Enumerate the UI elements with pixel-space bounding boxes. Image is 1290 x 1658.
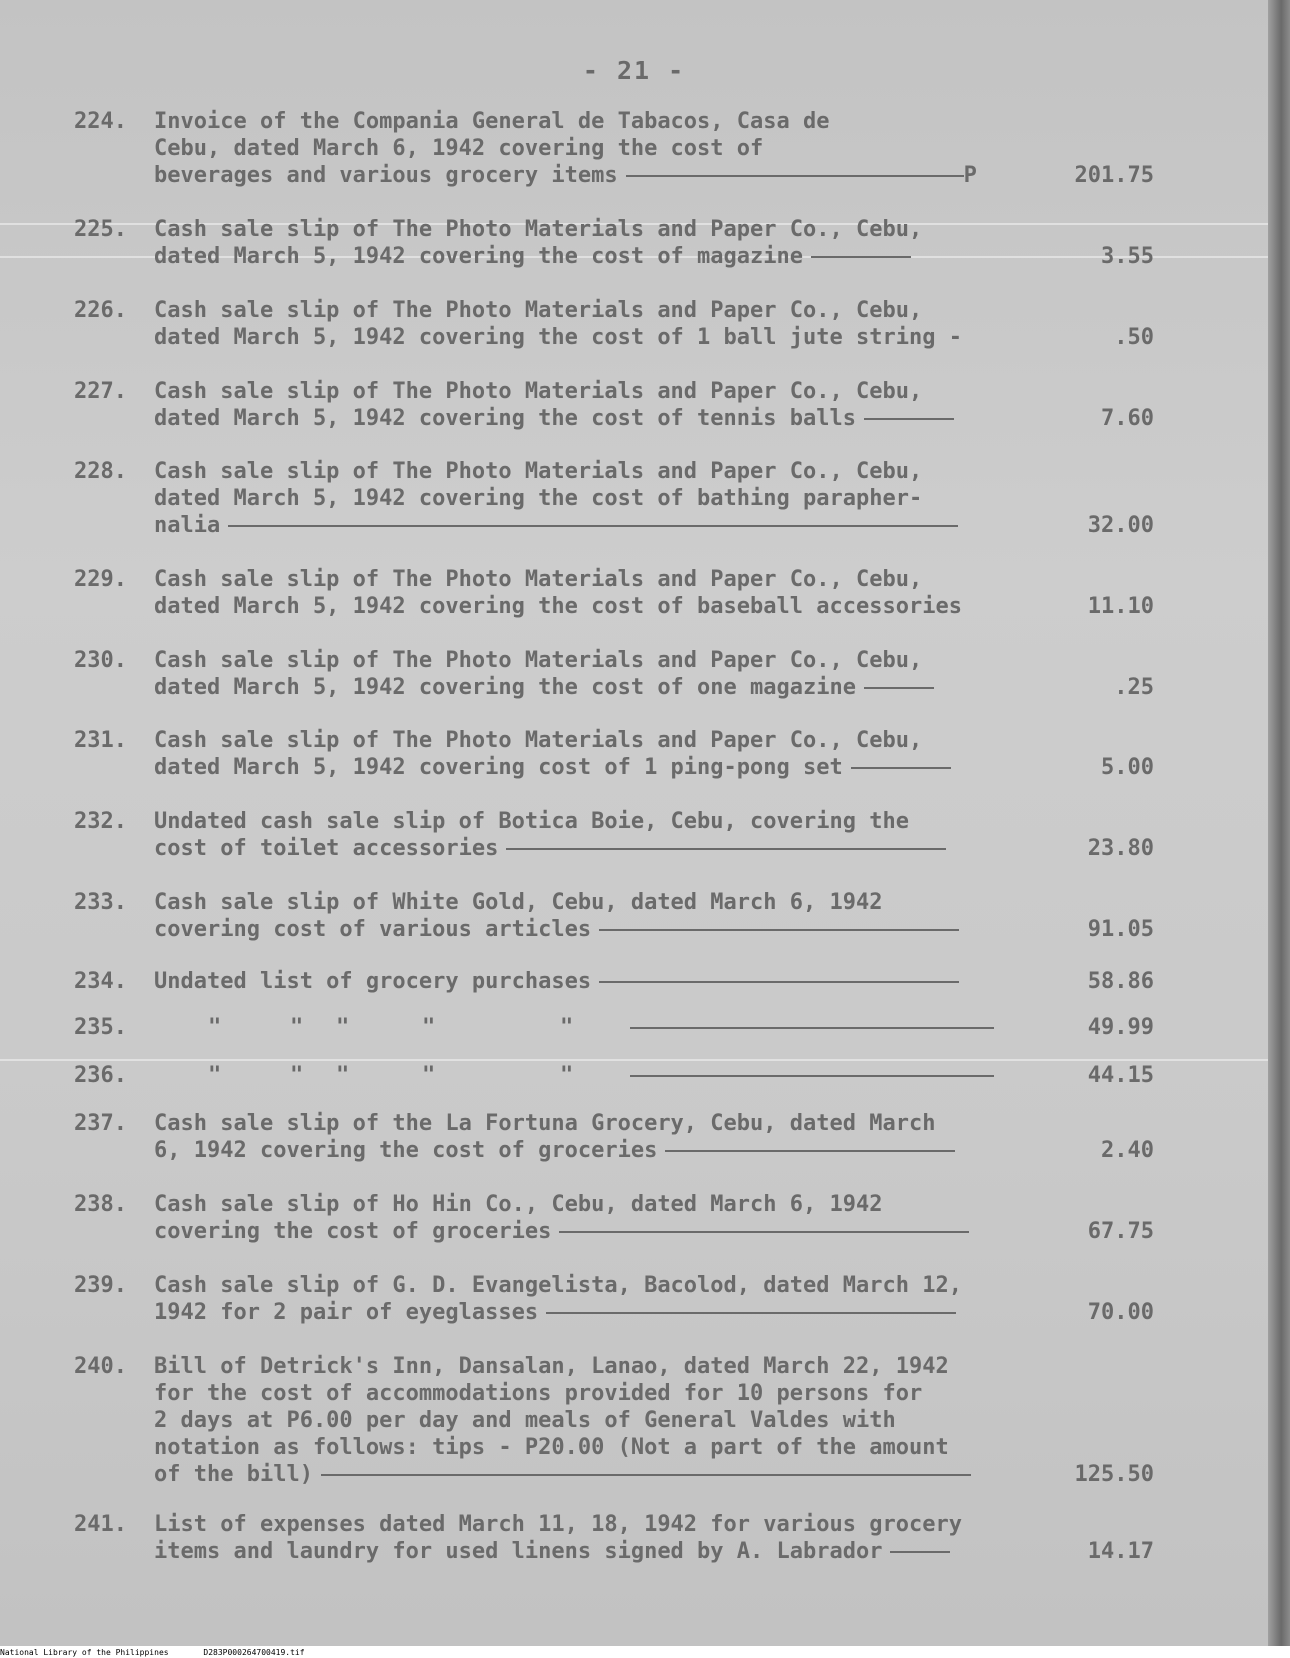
description-line — [154, 835, 974, 862]
library-credit: National Library of the Philippines — [0, 1648, 169, 1657]
item-amount: 49.99 — [1087, 1015, 1154, 1040]
item-amount: 2.40 — [1101, 1138, 1154, 1163]
item-amount: 7.60 — [1101, 406, 1154, 431]
item-amount: 125.50 — [1074, 1462, 1154, 1487]
item-amount: 67.75 — [1087, 1219, 1154, 1244]
description-line: Cash sale slip of G. D. Evangelista, Bacolod, dated March 12, — [154, 1273, 962, 1298]
leader-line — [811, 256, 911, 258]
leader-line — [890, 1551, 950, 1553]
item-number: 227. — [74, 379, 127, 404]
item-description — [154, 458, 974, 539]
description-text: beverages and various grocery items — [154, 163, 618, 188]
description-text: nalia — [154, 513, 221, 538]
description-text: 1942 for 2 pair of eyeglasses — [154, 1300, 539, 1325]
item-number: 226. — [74, 298, 127, 323]
ditto-mark: " — [560, 1063, 574, 1088]
item-description — [154, 378, 974, 432]
description-text: dated March 5, 1942 covering cost of 1 ping-pong set — [154, 755, 843, 780]
item-number: 231. — [74, 728, 127, 753]
item-description — [154, 968, 974, 995]
item-description — [154, 566, 974, 620]
description-line — [154, 1218, 974, 1245]
description-line — [154, 968, 974, 995]
leader-line — [228, 525, 958, 527]
currency-symbol: P — [963, 163, 977, 188]
description-text: covering the cost of groceries — [154, 1219, 552, 1244]
item-number: 240. — [74, 1354, 127, 1379]
leader-line — [864, 418, 954, 420]
description-text: covering cost of various articles — [154, 917, 592, 942]
ditto-mark: " — [336, 1015, 350, 1040]
item-amount: 201.75 — [1074, 163, 1154, 188]
item-description — [154, 297, 974, 351]
description-text: Undated list of grocery purchases — [154, 969, 592, 994]
item-description — [154, 889, 974, 943]
item-description — [154, 808, 974, 862]
description-line: dated March 5, 1942 covering the cost of baseball accessories — [154, 594, 962, 619]
item-amount: 14.17 — [1087, 1539, 1154, 1564]
description-line: Cash sale slip of The Photo Materials and Paper Co., Cebu, — [154, 648, 923, 673]
leader-line — [546, 1312, 956, 1314]
item-number: 239. — [74, 1273, 127, 1298]
description-line: dated March 5, 1942 covering the cost of 1 ball jute string - — [154, 325, 962, 350]
description-line: Invoice of the Compania General de Tabacos, Casa de — [154, 109, 830, 134]
item-number: 229. — [74, 567, 127, 592]
description-line: Cash sale slip of The Photo Materials and Paper Co., Cebu, — [154, 379, 923, 404]
leader-line — [506, 848, 946, 850]
description-text: of the bill) — [154, 1462, 313, 1487]
ditto-mark: " — [208, 1015, 222, 1040]
description-line: Cebu, dated March 6, 1942 covering the cost of — [154, 136, 764, 161]
leader-line — [630, 1075, 994, 1077]
description-line: Cash sale slip of The Photo Materials and Paper Co., Cebu, — [154, 459, 923, 484]
item-number: 236. — [74, 1063, 127, 1088]
item-number: 228. — [74, 459, 127, 484]
item-number: 241. — [74, 1512, 127, 1537]
leader-line — [626, 175, 964, 177]
item-number: 224. — [74, 109, 127, 134]
item-description — [154, 1353, 974, 1488]
leader-line — [851, 767, 951, 769]
item-number: 237. — [74, 1111, 127, 1136]
leader-line — [599, 981, 959, 983]
ditto-mark: " — [422, 1015, 436, 1040]
item-description — [154, 727, 974, 781]
leader-line — [559, 1231, 969, 1233]
item-description — [154, 1511, 974, 1565]
ditto-mark: " — [336, 1063, 350, 1088]
description-line — [154, 405, 974, 432]
item-description — [154, 647, 974, 701]
scan-artifact — [0, 1059, 1268, 1061]
description-line — [154, 1538, 974, 1565]
description-line — [154, 162, 977, 189]
item-number: 235. — [74, 1015, 127, 1040]
item-amount: .50 — [1114, 325, 1154, 350]
item-amount: 58.86 — [1087, 969, 1154, 994]
description-text: dated March 5, 1942 covering the cost of magazine — [154, 244, 804, 269]
description-line: Cash sale slip of The Photo Materials and Paper Co., Cebu, — [154, 728, 923, 753]
item-description — [154, 216, 974, 270]
page-edge-shadow — [1268, 0, 1290, 1646]
description-line: Bill of Detrick's Inn, Dansalan, Lanao, dated March 22, 1942 — [154, 1354, 949, 1379]
item-amount: 3.55 — [1101, 244, 1154, 269]
item-amount: 44.15 — [1087, 1063, 1154, 1088]
leader-line — [599, 929, 959, 931]
description-text: items and laundry for used linens signed by A. Labrador — [154, 1539, 883, 1564]
description-line: dated March 5, 1942 covering the cost of bathing parapher- — [154, 486, 923, 511]
description-line — [154, 754, 974, 781]
item-description — [154, 108, 977, 189]
item-number: 230. — [74, 648, 127, 673]
item-amount: .25 — [1114, 675, 1154, 700]
description-line: 2 days at P6.00 per day and meals of General Valdes with — [154, 1408, 896, 1433]
ditto-mark: " — [290, 1015, 304, 1040]
ditto-mark: " — [208, 1063, 222, 1088]
leader-line — [321, 1474, 971, 1476]
description-line — [154, 243, 974, 270]
item-description — [154, 1272, 974, 1326]
leader-line — [630, 1027, 994, 1029]
page-number: - 21 - — [582, 56, 686, 85]
description-line: notation as follows: tips - P20.00 (Not a part of the amount — [154, 1435, 949, 1460]
item-number: 232. — [74, 809, 127, 834]
description-line — [154, 916, 974, 943]
ditto-mark: " — [290, 1063, 304, 1088]
leader-line — [864, 687, 934, 689]
description-line: Cash sale slip of Ho Hin Co., Cebu, dated March 6, 1942 — [154, 1192, 883, 1217]
item-description — [154, 1110, 974, 1164]
description-line: Cash sale slip of White Gold, Cebu, dated March 6, 1942 — [154, 890, 883, 915]
description-text: dated March 5, 1942 covering the cost of one magazine — [154, 675, 856, 700]
description-line: List of expenses dated March 11, 18, 1942 for various grocery — [154, 1512, 962, 1537]
description-text: dated March 5, 1942 covering the cost of tennis balls — [154, 406, 856, 431]
description-line — [154, 1299, 974, 1326]
description-line — [154, 1461, 974, 1488]
description-text: 6, 1942 covering the cost of groceries — [154, 1138, 658, 1163]
item-number: 238. — [74, 1192, 127, 1217]
item-amount: 5.00 — [1101, 755, 1154, 780]
item-amount: 11.10 — [1087, 594, 1154, 619]
description-line — [154, 512, 974, 539]
description-line: for the cost of accommodations provided for 10 persons for — [154, 1381, 923, 1406]
description-line: Cash sale slip of The Photo Materials and Paper Co., Cebu, — [154, 217, 923, 242]
file-name: D283P000264700419.tif — [203, 1648, 305, 1657]
item-amount: 91.05 — [1087, 917, 1154, 942]
ditto-mark: " — [560, 1015, 574, 1040]
description-line: Undated cash sale slip of Botica Boie, Cebu, covering the — [154, 809, 909, 834]
item-amount: 70.00 — [1087, 1300, 1154, 1325]
ditto-mark: " — [422, 1063, 436, 1088]
leader-line — [665, 1150, 955, 1152]
item-number: 234. — [74, 969, 127, 994]
scan-footer — [0, 1647, 1290, 1658]
item-number: 233. — [74, 890, 127, 915]
description-line: Cash sale slip of The Photo Materials and Paper Co., Cebu, — [154, 298, 923, 323]
item-amount: 23.80 — [1087, 836, 1154, 861]
description-line — [154, 1137, 974, 1164]
description-text: cost of toilet accessories — [154, 836, 499, 861]
description-line: Cash sale slip of The Photo Materials and Paper Co., Cebu, — [154, 567, 923, 592]
item-number: 225. — [74, 217, 127, 242]
item-description — [154, 1191, 974, 1245]
description-line — [154, 674, 974, 701]
item-amount: 32.00 — [1087, 513, 1154, 538]
description-line: Cash sale slip of the La Fortuna Grocery, Cebu, dated March — [154, 1111, 936, 1136]
